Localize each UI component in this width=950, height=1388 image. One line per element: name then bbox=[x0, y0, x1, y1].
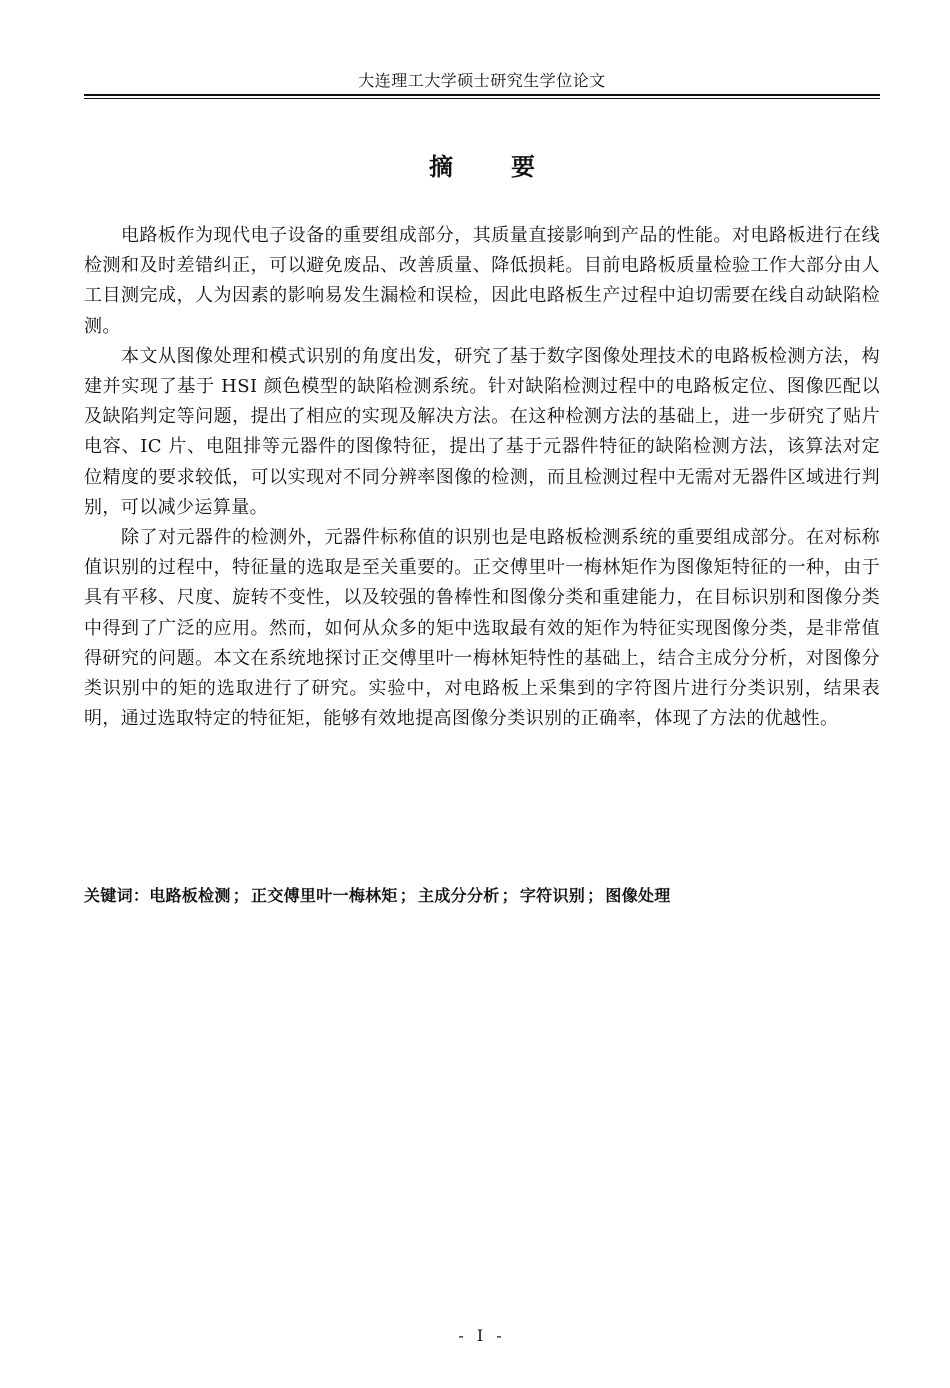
keyword-2: 正交傅里叶一梅林矩 bbox=[251, 886, 398, 905]
abstract-paragraph-1: 电路板作为现代电子设备的重要组成部分，其质量直接影响到产品的性能。对电路板进行在线检测和及时差错纠正，可以避免废品、改善质量、降低损耗。目前电路板质量检验工作大部分由人工目测完成，人为因素的影响易发生漏检和误检，因此电路板生产过程中迫切需要在线自动缺陷检测。 bbox=[84, 225, 880, 337]
header-rule-thin bbox=[84, 98, 880, 99]
keyword-3: 主成分分析 bbox=[418, 886, 500, 905]
abstract-paragraph-3: 除了对元器件的检测外，元器件标称值的识别也是电路板检测系统的重要组成部分。在对标称值识别的过程中，特征量的选取是至关重要的。正交傅里叶一梅林矩作为图像矩特征的一种，由于具有平移、尺度、旋转不变性，以及较强的鲁棒性和图像分类和重建能力，在目标识别和图像分类中得到了广泛的应用。然而，如何从众多的矩中选取最有效的矩作为特征实现图像分类，是非常值得研究的问题。本文在系统地探讨正交傅里叶一梅林矩特性的基础上，结合主成分分析，对图像分类识别中的矩的选取进行了研究。实验中，对电路板上采集到的字符图片进行分类识别，结果表明，通过选取特定的特征矩，能够有效地提高图像分类识别的正确率，体现了方法的优越性。 bbox=[84, 527, 880, 730]
page-number: - I - bbox=[458, 1326, 506, 1345]
keywords-line bbox=[84, 882, 880, 910]
keyword-separator: ； bbox=[587, 886, 604, 905]
keyword-separator: ； bbox=[501, 886, 518, 905]
keyword-4: 字符识别 bbox=[519, 886, 586, 905]
running-header: 大连理工大学硕士研究生学位论文 bbox=[358, 71, 606, 90]
keyword-separator: ； bbox=[232, 886, 250, 905]
abstract-paragraph-2: 本文从图像处理和模式识别的角度出发，研究了基于数字图像处理技术的电路板检测方法，构建并实现了基于 HSI 颜色模型的缺陷检测系统。针对缺陷检测过程中的电路板定位、图像匹配以及缺陷判定等问题，提出了相应的实现及解决方法。在这种检测方法的基础上，进一步研究了贴片电容、IC 片、电阻排等元器件的图像特征，提出了基于元器件特征的缺陷检测方法，该算法对定位精度的要求较低，可以实现对不同分辨率图像的检测，而且检测过程中无需对无器件区域进行判别，可以减少运算量。 bbox=[84, 345, 880, 518]
abstract-title: 摘要 bbox=[429, 153, 593, 181]
keyword-separator: ； bbox=[399, 886, 417, 905]
abstract-body bbox=[84, 221, 880, 734]
keywords-label: 关键词： bbox=[84, 886, 150, 905]
header-rule-thick bbox=[84, 94, 880, 96]
keyword-5: 图像处理 bbox=[605, 886, 671, 905]
keyword-1: 电路板检测 bbox=[149, 886, 231, 905]
